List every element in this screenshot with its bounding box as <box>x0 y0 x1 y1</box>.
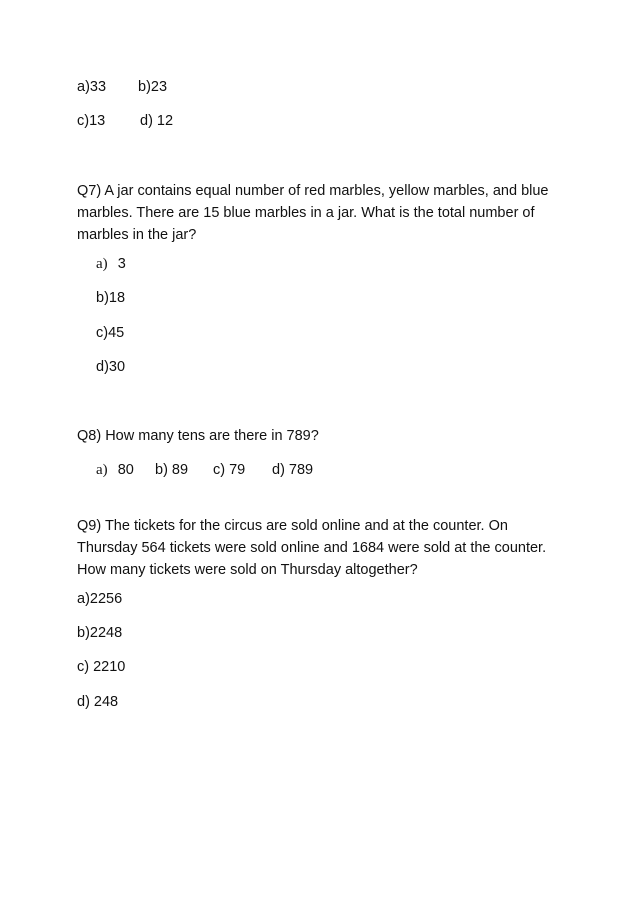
q8-option-c: c) 79 <box>213 462 246 478</box>
prev-option-d: d) 12 <box>140 113 174 129</box>
q7-option-b: b)18 <box>96 290 126 306</box>
q9-option-d: d) 248 <box>77 694 119 710</box>
q8-option-a <box>96 461 134 479</box>
q8-option-a-value: 80 <box>117 462 134 478</box>
prev-option-a: a)33 <box>77 79 107 95</box>
prev-option-b: b)23 <box>138 79 168 95</box>
q9-option-a: a)2256 <box>77 591 123 607</box>
q7-question-text: Q7) A jar contains equal number of red marbles, yellow marbles, and blue marbles. There are 15 blue marbles in a jar. What is the total number of marbles in the jar? <box>77 183 549 243</box>
q9-option-c: c) 2210 <box>77 659 126 675</box>
q9-option-b: b)2248 <box>77 625 123 641</box>
q7-option-a <box>96 255 126 273</box>
q8-question-text: Q8) How many tens are there in 789? <box>77 428 319 444</box>
q8-option-d: d) 789 <box>272 462 314 478</box>
q7-option-a-label: a) <box>96 256 108 272</box>
q8-option-a-label: a) <box>96 462 108 478</box>
q7-option-a-value: 3 <box>117 256 126 272</box>
q7-option-d: d)30 <box>96 359 126 375</box>
q8-option-b: b) 89 <box>155 462 189 478</box>
prev-option-c: c)13 <box>77 113 106 129</box>
q9-question-text: Q9) The tickets for the circus are sold online and at the counter. On Thursday 564 tickets were sold online and 1684 were sold at the counter. How many tickets were sold on Thursday altogether? <box>77 518 547 578</box>
q7-option-c: c)45 <box>96 325 125 341</box>
